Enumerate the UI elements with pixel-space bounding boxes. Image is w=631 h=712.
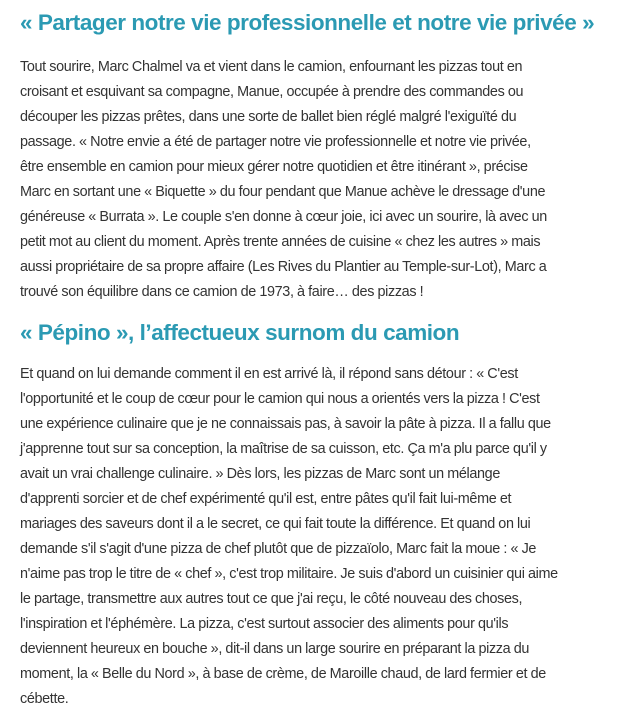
paragraph-line: Tout sourire, Marc Chalmel va et vient dans le camion, enfournant les pizzas tout en [20, 59, 523, 75]
paragraph-line: Marc en sortant une « Biquette » du four pendant que Manue achève le dressage d'une [20, 184, 546, 200]
paragraph-line: croisant et esquivant sa compagne, Manue, occupée à prendre des commandes ou [20, 84, 524, 100]
paragraph-line: deviennent heureux en bouche », dit-il dans un large sourire en préparant la pizza du [20, 641, 530, 657]
paragraph-line: une expérience culinaire que je ne connaissais pas, à savoir la pâte à pizza. Il a fallu que [20, 416, 551, 432]
section-title-pepino: « Pépino », l’affectueux surnom du camion [20, 320, 460, 345]
paragraph-line: Et quand on lui demande comment il en est arrivé là, il répond sans détour : « C'est [20, 366, 518, 382]
paragraph-line: trouvé son équilibre dans ce camion de 1973, à faire… des pizzas ! [20, 284, 424, 300]
paragraph-line: aussi propriétaire de sa propre affaire (Les Rives du Plantier au Temple-sur-Lot), Marc a [20, 259, 547, 275]
paragraph-line: d'apprenti sorcier et de chef expérimenté qu'il est, entre pâtes qu'il fait lui-même et [20, 491, 512, 507]
paragraph-line: l'inspiration et l'éphémère. La pizza, c'est surtout associer des aliments pour qu'ils [20, 616, 509, 632]
paragraph-line: le partage, transmettre aux autres tout ce que j'ai reçu, le côté nouveau des choses, [20, 591, 523, 607]
paragraph-line: petit mot au client du moment. Après trente années de cuisine « chez les autres » mais [20, 234, 541, 250]
paragraph-line: être ensemble en camion pour mieux gérer notre quotidien et être itinérant », précise [20, 159, 528, 175]
paragraph-pepino [20, 362, 620, 712]
section-title-partager: « Partager notre vie professionnelle et notre vie privée » [20, 10, 595, 35]
paragraph-line: passage. « Notre envie a été de partager notre vie professionnelle et notre vie privée, [20, 134, 531, 150]
paragraph-line: avait un vrai challenge culinaire. » Dès lors, les pizzas de Marc sont un mélange [20, 466, 500, 482]
paragraph-intro [20, 55, 620, 305]
paragraph-line: mariages des saveurs dont il a le secret, ce qui fait toute la différence. Et quand on lui [20, 516, 531, 532]
paragraph-line: généreuse « Burrata ». Le couple s'en donne à cœur joie, ici avec un sourire, là avec un [20, 209, 547, 225]
paragraph-line: j'apprenne tout sur sa conception, la maîtrise de sa cuisson, etc. Ça m'a plu parce qu'il y [20, 441, 547, 457]
paragraph-line: n'aime pas trop le titre de « chef », c'est trop militaire. Je suis d'abord un cuisinier qui aime [20, 566, 558, 582]
paragraph-line: cébette. [20, 691, 69, 707]
paragraph-line: demande s'il s'agit d'une pizza de chef plutôt que de pizzaïolo, Marc fait la moue : « Je [20, 541, 537, 557]
article-body [20, 8, 620, 712]
paragraph-line: moment, la « Belle du Nord », à base de crème, de Maroille chaud, de lard fermier et de [20, 666, 546, 682]
paragraph-line: découper les pizzas prêtes, dans une sorte de ballet bien réglé malgré l'exiguïté du [20, 109, 517, 125]
paragraph-line: l'opportunité et le coup de cœur pour le camion qui nous a orientés vers la pizza ! C'est [20, 391, 540, 407]
